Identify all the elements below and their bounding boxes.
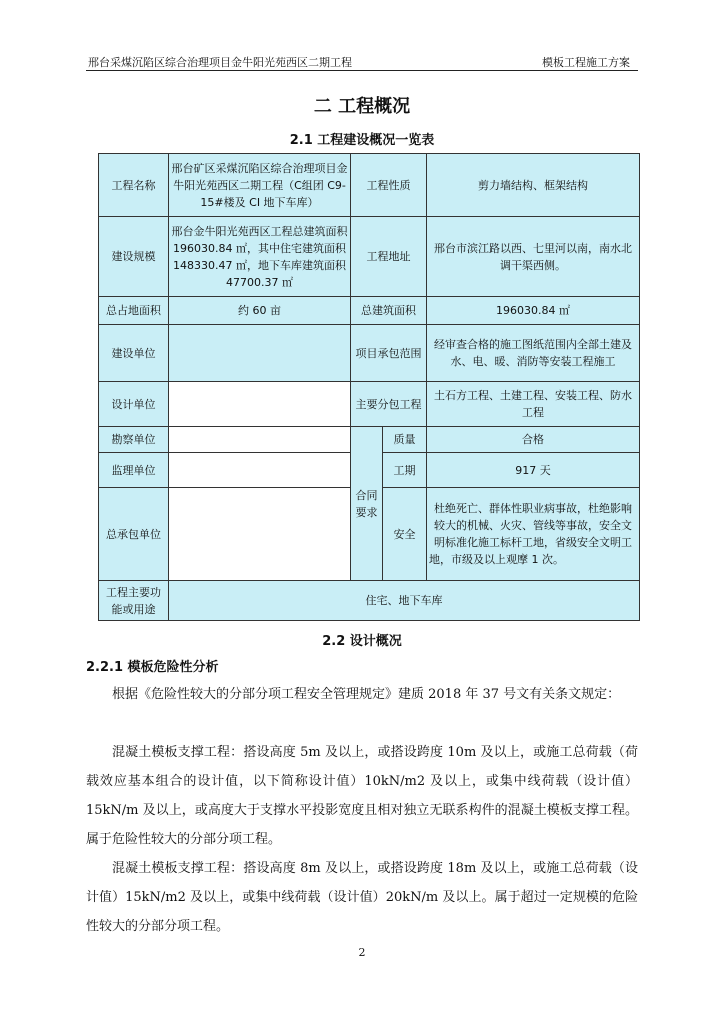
header-project-title: 邢台采煤沉陷区综合治理项目金牛阳光苑西区二期工程	[88, 56, 352, 69]
building-area-value: 196030.84 ㎡	[427, 297, 640, 325]
design-caption: 2.2 设计概况	[322, 634, 402, 649]
address-label: 工程地址	[351, 217, 427, 297]
paragraph-regulation: 根据《危险性较大的分部分项工程安全管理规定》建质 2018 年 37 号文有关条文规定：	[112, 687, 621, 702]
project-nature-value: 剪力墙结构、框架结构	[427, 154, 640, 217]
general-contractor-label: 总承包单位	[99, 488, 169, 581]
subcontract-value: 土石方工程、土建工程、安装工程、防水工程	[427, 382, 640, 427]
table-row	[99, 154, 640, 217]
survey-value	[169, 427, 351, 453]
safety-label: 安全	[383, 488, 427, 581]
contract-requirements-label: 合同要求	[351, 427, 383, 581]
scale-value: 邢台金牛阳光苑西区工程总建筑面积 196030.84 ㎡，其中住宅建筑面积 148330.47 ㎡，地下车库建筑面积 47700.37 ㎡	[169, 217, 351, 297]
address-value: 邢台市滨江路以西、七里河以南，南水北调干渠西侧。	[427, 217, 640, 297]
subsection-title: 2.2.1 模板危险性分析	[86, 660, 219, 675]
paragraph-formwork-high-risk: 混凝土模板支撑工程：搭设高度 8m 及以上，或搭设跨度 18m 及以上，或施工总荷载（设计值）15kN/m2 及以上，或集中线荷载（设计值）20kN/m 及以上。属于超过一定规模的危险性较大的分部分项工程。	[86, 861, 638, 934]
header-document-title: 模板工程施工方案	[542, 56, 630, 69]
section-title: 二 工程概况	[313, 96, 411, 117]
project-name-label: 工程名称	[99, 154, 169, 217]
table-row	[99, 217, 640, 297]
general-contractor-value	[169, 488, 351, 581]
scale-label: 建设规模	[99, 217, 169, 297]
project-overview-table	[98, 153, 640, 621]
page-number: 2	[358, 946, 366, 959]
land-area-value: 约 60 亩	[169, 297, 351, 325]
designer-value	[169, 382, 351, 427]
survey-label: 勘察单位	[99, 427, 169, 453]
quality-label: 质量	[383, 427, 427, 453]
function-label: 工程主要功能或用途	[99, 581, 169, 621]
table-row	[99, 581, 640, 621]
builder-label: 建设单位	[99, 325, 169, 382]
supervisor-value	[169, 453, 351, 488]
builder-value	[169, 325, 351, 382]
table-row	[99, 427, 640, 453]
land-area-label: 总占地面积	[99, 297, 169, 325]
table-row	[99, 297, 640, 325]
building-area-label: 总建筑面积	[351, 297, 427, 325]
table-caption: 2.1 工程建设概况一览表	[289, 133, 435, 148]
quality-value: 合格	[427, 427, 640, 453]
duration-value: 917 天	[427, 453, 640, 488]
table-row	[99, 382, 640, 427]
function-value: 住宅、地下车库	[169, 581, 640, 621]
designer-label: 设计单位	[99, 382, 169, 427]
safety-value: 杜绝死亡、群体性职业病事故，杜绝影响较大的机械、火灾、管线等事故，安全文明标准化施工标杆工地，省级安全文明工地，市级及以上观摩 1 次。	[427, 488, 640, 581]
paragraph-formwork-risk: 混凝土模板支撑工程：搭设高度 5m 及以上，或搭设跨度 10m 及以上，或施工总荷载（荷载效应基本组合的设计值，以下简称设计值）10kN/m2 及以上，或集中线荷载（设计值）15kN/m 及以上，或高度大于支撑水平投影宽度且相对独立无联系构件的混凝土模板支撑工程。属于危险性较大的分部分项工程。	[86, 745, 638, 847]
project-name-value: 邢台矿区采煤沉陷区综合治理项目金牛阳光苑西区二期工程（C组团 C9-15#楼及 CI 地下车库）	[169, 154, 351, 217]
page-header	[86, 52, 638, 71]
contract-scope-label: 项目承包范围	[351, 325, 427, 382]
contract-scope-value: 经审查合格的施工图纸范围内全部土建及水、电、暖、消防等安装工程施工	[427, 325, 640, 382]
table-row	[99, 325, 640, 382]
duration-label: 工期	[383, 453, 427, 488]
supervisor-label: 监理单位	[99, 453, 169, 488]
subcontract-label: 主要分包工程	[351, 382, 427, 427]
project-nature-label: 工程性质	[351, 154, 427, 217]
